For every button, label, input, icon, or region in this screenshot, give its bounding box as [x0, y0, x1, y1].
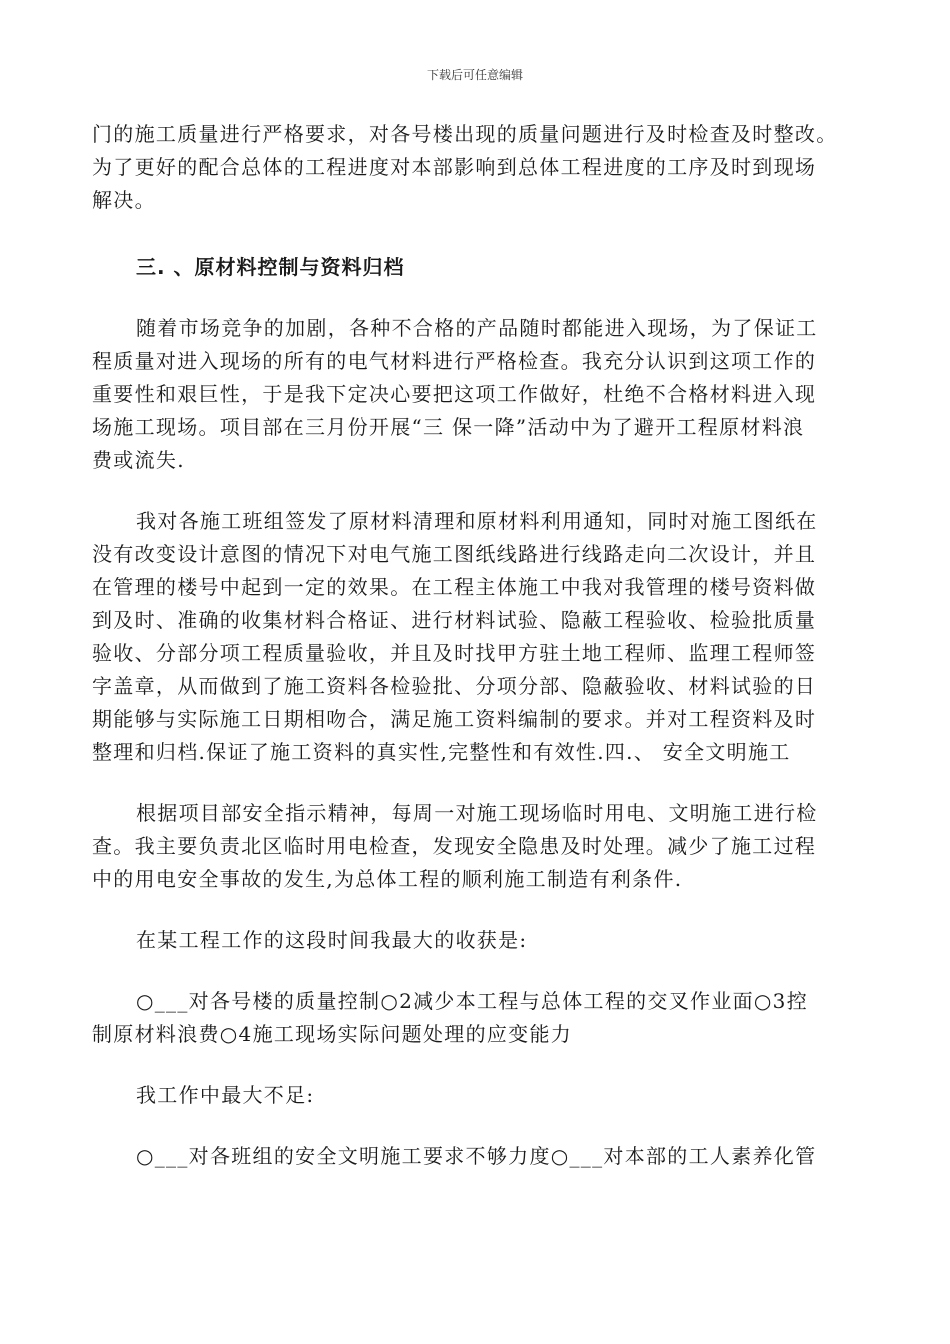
paragraph-gains-intro: [92, 924, 858, 957]
text-line: 查。我主要负责北区临时用电检查，发现安全隐患及时处理。减少了施工过程: [92, 834, 817, 858]
paragraph-materials-inspection: [92, 312, 858, 477]
paragraph-safety: [92, 797, 858, 896]
text-line: ○___对各号楼的质量控制○2减少本工程与总体工程的交叉作业面○3控: [136, 989, 809, 1013]
text-line: 根据项目部安全指示精神，每周一对施工现场临时用电、文明施工进行检: [136, 801, 818, 825]
paragraph-shortcomings-intro: [92, 1079, 858, 1112]
text-line: 验收、分部分项工程质量验收，并且及时找甲方驻土地工程师、监理工程师签: [92, 641, 817, 665]
text-line: 期能够与实际施工日期相吻合，满足施工资料编制的要求。并对工程资料及时: [92, 707, 817, 731]
page-header: 下载后可任意编辑: [426, 68, 523, 82]
text-line: 费或流失.: [92, 448, 185, 472]
text-line: 到及时、准确的收集材料合格证、进行材料试验、隐蔽工程验收、检验批质量: [92, 608, 817, 632]
text-line: 在管理的楼号中起到一定的效果。在工程主体施工中我对我管理的楼号资料做: [92, 575, 817, 599]
section-heading-materials: 三. 、原材料控制与资料归档: [136, 255, 405, 279]
text-line: 程质量对进入现场的所有的电气材料进行严格检查。我充分认识到这项工作的: [92, 349, 817, 373]
text-line: 为了更好的配合总体的工程进度对本部影响到总体工程进度的工序及时到现场: [92, 155, 817, 179]
text-line: 我工作中最大不足:: [136, 1083, 315, 1107]
text-line: 中的用电安全事故的发生,为总体工程的顺利施工制造有利条件.: [92, 867, 683, 891]
text-line: 重要性和艰巨性，于是我下定决心要把这项工作做好，杜绝不合格材料进入现: [92, 382, 817, 406]
document-body: [92, 118, 858, 1173]
text-line: 在某工程工作的这段时间我最大的收获是:: [136, 928, 528, 952]
text-line: 我对各施工班组签发了原材料清理和原材料利用通知，同时对施工图纸在: [136, 509, 818, 533]
text-line: 字盖章，从而做到了施工资料各检验批、分项分部、隐蔽验收、材料试验的日: [92, 674, 817, 698]
text-line: 门的施工质量进行严格要求，对各号楼出现的质量问题进行及时检查及时整改。: [92, 122, 838, 146]
text-line: 随着市场竞争的加剧，各种不合格的产品随时都能进入现场，为了保证工: [136, 316, 818, 340]
text-line: 没有改变设计意图的情况下对电气施工图纸线路进行线路走向二次设计，并且: [92, 542, 817, 566]
text-line: 场施工现场。项目部在三月份开展“三 保一降”活动中为了避开工程原材料浪: [92, 415, 805, 439]
text-line: 制原材料浪费○4施工现场实际问题处理的应变能力: [92, 1022, 573, 1046]
text-line: ○___对各班组的安全文明施工要求不够力度○___对本部的工人素养化管: [136, 1144, 817, 1168]
text-line: 整理和归档.保证了施工资料的真实性,完整性和有效性.四.、 安全文明施工: [92, 740, 791, 764]
paragraph-gains-list: [92, 985, 858, 1051]
text-line: 解决。: [92, 188, 156, 212]
paragraph-shortcomings-list: [92, 1140, 858, 1173]
paragraph-quality: [92, 118, 858, 217]
paragraph-documentation: [92, 505, 858, 769]
